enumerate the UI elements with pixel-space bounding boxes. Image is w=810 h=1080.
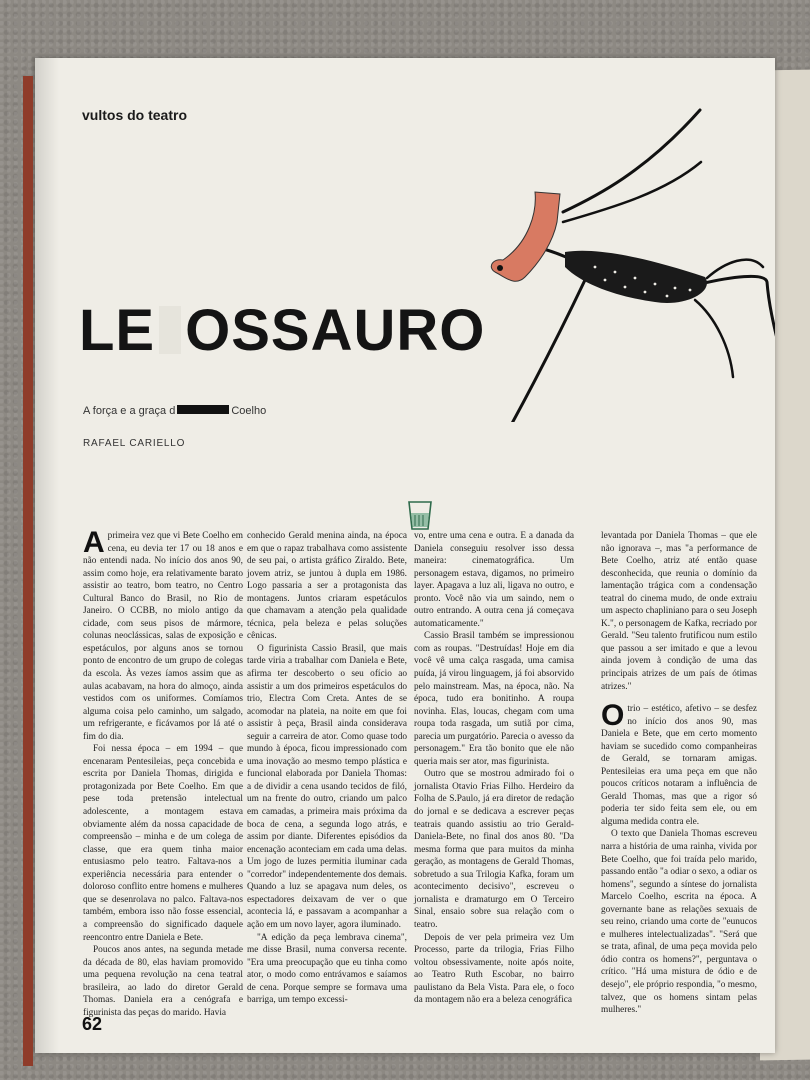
- title-part-2: OSSAURO: [185, 298, 486, 363]
- paragraph: levantada por Daniela Thomas – que ele não ignorava –, mas "a performance de Bete Coelho, atriz até então quase desconhecida, que reunia o domínio da lamentação trágica com a condensação teatral do cinema mudo, de onde extraiu um aspecto chapliniano para o seu Joseph K.", o personagem de Kafka, recriado por Gerald. "Seu talento frutificou num estilo que passou a ser imitado e que a levou ainda jovem à condição de uma das principais atrizes de um país de ótimas atrizes.": [601, 531, 757, 692]
- dropcap: O: [601, 699, 625, 732]
- article-column-4-continued: [601, 699, 757, 1017]
- spine-shadow: [35, 58, 59, 1053]
- article-subtitle: [83, 405, 266, 417]
- insect-illustration: [445, 102, 775, 422]
- paragraph: conhecido Gerald menina ainda, na época em que o rapaz trabalhava como assistente de seu pai, o artista gráfico Ziraldo. Bete, jovem atriz, se juntou à dupla em 1986. Logo passaria a ser a protagonista das montagens. Juntos criaram espetáculos que chamavam a atenção pela qualidade técnica, pela beleza e pelas soluções cênicas.: [247, 531, 407, 642]
- article-title: [79, 298, 486, 363]
- paragraph: Depois de ver pela primeira vez Um Processo, parte da trilogia, Frias Filho voltou obsessivamente, noite após noite, ao Teatro Ruth Escobar, no bairro paulistano da Bela Vista. Para ele, o foco da montagem não era a beleza cenográfica: [414, 932, 574, 1006]
- paragraph: Foi nessa época – em 1994 – que encenaram Pentesileias, peça concebida e escrita por Daniela Thomas, dirigida e protagonizada por Bete Coelho. Em que pese toda pretensão intelectual adolescente, a montagem estava obviamente além da nossa capacidade de compreensão – minha e de um colega de classe, que era quem tinha maior entusiasmo pelo teatro. Faltava-nos a experiência necessária para entender o doloroso conflito entre homens e mulheres que se desenrolava no palco. Faltava-nos também, embora isso não fosse essencial, a compreensão do significado daquele reencontro entre Daniela e Bete.: [83, 744, 243, 943]
- paragraph: Poucos anos antes, na segunda metade da década de 80, elas haviam promovido uma pequena revolução na cena teatral brasileira, ao lado do diretor Gerald Thomas. Daniela era a cenógrafa e figurinista das peças do marido. Havia: [83, 945, 243, 1018]
- byline: RAFAEL CARIELLO: [83, 438, 186, 449]
- page-edge: [23, 76, 33, 1066]
- subtitle-before: A força e a graça d: [83, 405, 176, 417]
- paragraph: O texto que Daniela Thomas escreveu narra a história de uma rainha, vivida por Bete Coelho, que foi traída pelo marido, passando então "a odiar o sexo, a odiar os homens", segundo a síntese do jornalista Marcelo Coelho, escrita na época. A governante bane as relações sexuais de seu reino, criando uma corte de "eunucos e mulheres intelectualizadas". "Será que se trata, afinal, de uma peça movida pelo ódio contra os homens?", perguntava o crítico. "Há uma mistura de ódio e de desejo", ele próprio respondia, "o mesmo, talvez, que os homens sintam pelas mulheres.": [601, 829, 757, 1016]
- article-column-1: [83, 526, 243, 1019]
- paragraph: O figurinista Cassio Brasil, que mais tarde viria a trabalhar com Daniela e Bete, afirma ter descoberto o seu ofício ao assistir a um dos primeiros espetáculos do trio, Electra Com Creta. Antes de se acomodar na plateia, na noite em que foi assistir à peça, Brasil ainda considerava seguir a carreira de ator. Como quase todo mundo à época, ficou impressionado com uma inovação ao mesmo tempo plástica e funcional elaborada por Daniela Thomas: a de dividir a cena usando tecidos de filó, um na frente do outro, criando um palco em camadas, a primeira mais próxima da boca de cena, a segunda logo atrás, e assim por diante. Diferentes episódios da encenação aconteciam em cada uma delas. Um jogo de luzes permitia iluminar cada "corredor" independentemente dos demais. Quando a luz se apagava num deles, os espectadores deixavam de ver o que acontecia lá, e passavam a acompanhar a ação em um novo layer, agora iluminado.: [247, 643, 407, 930]
- title-part-1: LE: [79, 298, 156, 363]
- subtitle-after: Coelho: [231, 405, 267, 417]
- page-number: 62: [82, 1014, 103, 1034]
- redaction-bar: [177, 405, 229, 414]
- title-gap: [159, 306, 181, 354]
- article-column-2: [247, 530, 407, 1007]
- article-column-3: [414, 530, 574, 1007]
- dropcap: A: [83, 526, 105, 559]
- paragraph: Otrio – estético, afetivo – se desfez no início dos anos 90, mas Daniela e Bete, que em certo momento haviam se sucedido como companheiras de Gerald, se tornaram amigas. Pentesileias era uma peça em que não poucos críticos notaram a influência de Gerald Thomas, mas que a rigor só poderia ter sido feita sem ele, ou em alguma medida contra ele.: [601, 699, 757, 827]
- paragraph: Outro que se mostrou admirado foi o jornalista Otavio Frias Filho. Herdeiro da Folha de S.Paulo, já era diretor de redação do jornal e se dedicava a escrever peças teatrais quando assistiu ao trio Gerald-Daniela-Bete, no final dos anos 80. "Da mesma forma que para muitos da minha geração, as montagens de Gerald Thomas, sobretudo a sua Trilogia Kafka, foram um acontecimento decisivo", escreveu o jornalista e dramaturgo em O Terceiro Sinal, ensaio sobre sua relação com o teatro.: [414, 769, 574, 930]
- paragraph: Aprimeira vez que vi Bete Coelho em cena, eu devia ter 17 ou 18 anos e não entendi nada. No início dos anos 90, assim como hoje, era relativamente barato assistir ao teatro, bom teatro, no Centro Cultural Banco do Brasil, no Rio de Janeiro. O CCBB, no miolo antigo da cidade, com seus pisos de mármore, colunas neoclássicas, salas de exposição e espetáculos, por alguns anos se tornou ponto de encontro de um grupo de colegas da escola. Às vezes íamos assim que as aulas acabavam, na hora do almoço, ainda vestidos com os uniformes. Comíamos alguma coisa pelo caminho, um salgado, um refrigerante, e ficávamos por lá até o fim do dia.: [83, 526, 243, 742]
- paragraph: vo, entre uma cena e outra. E a danada da Daniela conseguiu resolver isso dessa maneira: cinematográfica. Um personagem estava, digamos, no primeiro layer. Apagava a luz ali, ligava no outro, e pronto. Você não via um saindo, nem o outro entrando. A outra cena já começava automaticamente.": [414, 531, 574, 629]
- paragraph: "A edição da peça lembrava cinema", me disse Brasil, numa conversa recente. "Era uma preocupação que eu tinha como ator, o modo como entrávamos e saíamos de cena. Porque sempre se formava uma barriga, um tempo excessi-: [247, 932, 407, 1006]
- magazine-page: [35, 58, 775, 1053]
- glass-icon: [406, 499, 434, 533]
- paragraph: Cassio Brasil também se impressionou com as roupas. "Destruídas! Hoje em dia você vê uma calça rasgada, uma camisa puída, já virou linguagem, já foi absorvido pelo mainstream. Mas, na época, não. Na época, tudo era bonitinho. A roupa novinha. Elas, loucas, chegam com uma roupa toda rasgada, um sutiã por cima, parecia um purgatório. Parecia o avesso da personagem." Era tão bonito que ele não queria mais ser ator, mas figurinista.: [414, 631, 574, 767]
- article-column-4: [601, 530, 757, 693]
- section-label: vultos do teatro: [82, 107, 188, 123]
